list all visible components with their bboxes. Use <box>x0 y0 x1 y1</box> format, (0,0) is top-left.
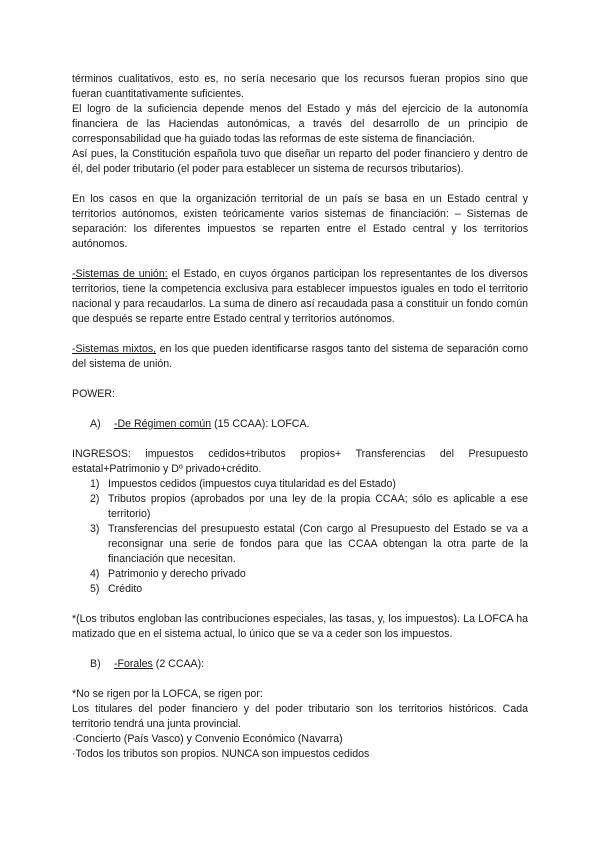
paragraph-3: Así pues, la Constitución española tuvo que diseñar un reparto del poder financiero y dentro de él, del poder tributario (el poder para establecer un sistema de recursos tributarios). <box>72 148 528 175</box>
section-a-label: -De Régimen común <box>114 418 212 430</box>
forales-line-4: ·Todos los tributos son propios. NUNCA son impuestos cedidos <box>72 748 370 760</box>
section-b-label: -Forales <box>114 658 153 670</box>
list-item-marker: 4) <box>90 568 100 580</box>
list-item <box>72 582 528 597</box>
ingresos-paragraph: INGRESOS: impuestos cedidos+tributos propios+ Transferencias del Presupuesto estatal+Patrimonio y Dº privado+crédito. <box>72 448 528 475</box>
section-a-marker: A) <box>90 418 101 430</box>
section-b-marker: B) <box>90 658 101 670</box>
paragraph-2: El logro de la suficiencia depende menos del Estado y más del ejercicio de la autonomía financiera de las Haciendas autonómicas, a través del desarrollo de un principio de corresponsabilidad que ha guiado todas las reformas de este sistema de financiación. <box>72 103 528 145</box>
section-a-heading <box>72 417 528 432</box>
forales-line-2: Los titulares del poder financiero y del poder tributario son los territorios históricos. Cada territorio tendrá una junta provincial. <box>72 703 528 730</box>
forales-line-1: *No se rigen por la LOFCA, se rigen por: <box>72 688 263 700</box>
document-page <box>72 72 528 762</box>
sistemas-union-text: el Estado, en cuyos órganos participan los representantes de los diversos territorios, tiene la competencia exclusiva para establecer impuestos iguales en todo el territorio nacional y para recaudarlos. La suma de dinero así recaudada pasa a constituir un fondo común que después se reparte entre Estado central y territorios autónomos. <box>72 268 528 325</box>
section-a-text: (15 CCAA): LOFCA. <box>211 418 310 430</box>
list-item-marker: 2) <box>90 493 100 505</box>
list-item-text: Patrimonio y derecho privado <box>108 568 246 580</box>
sistemas-union-label: -Sistemas de unión: <box>72 268 168 280</box>
paragraph-1: términos cualitativos, esto es, no sería necesario que los recursos fueran propios sino que fueran cuantitativamente suficientes. <box>72 73 528 100</box>
list-item-text: Transferencias del presupuesto estatal (Con cargo al Presupuesto del Estado se va a reconsignar una serie de fondos para que las CCAA obtengan la otra parte de la financiación que necesitan. <box>108 523 528 565</box>
paragraph-6 <box>72 342 528 372</box>
list-item <box>72 522 528 567</box>
ingresos-list <box>72 477 528 597</box>
section-b-text: (2 CCAA): <box>152 658 205 670</box>
list-item <box>72 477 528 492</box>
list-item-text: Tributos propios (aprobados por una ley de la propia CCAA; sólo es aplicable a ese territorio) <box>108 493 528 520</box>
list-item-marker: 3) <box>90 523 100 535</box>
list-item-marker: 1) <box>90 478 100 490</box>
paragraph-4: En los casos en que la organización territorial de un país se basa en un Estado central y territorios autónomos, existen teóricamente varios sistemas de financiación: – Sistemas de separación: los diferentes impuestos se reparten entre el Estado central y los territorios autónomos. <box>72 193 528 250</box>
sistemas-mixtos-label: -Sistemas mixtos, <box>72 343 157 355</box>
paragraph-5 <box>72 267 528 327</box>
list-item-text: Crédito <box>108 583 143 595</box>
list-item-text: Impuestos cedidos (impuestos cuya titularidad es del Estado) <box>108 478 396 490</box>
forales-line-3: ·Concierto (País Vasco) y Convenio Económico (Navarra) <box>72 733 343 745</box>
sistemas-mixtos-text: en los que pueden identificarse rasgos tanto del sistema de separación como del sistema de unión. <box>72 343 528 370</box>
section-b-heading <box>72 657 528 672</box>
list-item-marker: 5) <box>90 583 100 595</box>
list-item <box>72 567 528 582</box>
list-item <box>72 492 528 522</box>
power-heading: POWER: <box>72 388 115 400</box>
tributos-note: *(Los tributos engloban las contribuciones especiales, las tasas, y, los impuestos). La LOFCA ha matizado que en el sistema actual, lo único que se va a ceder son los impuestos. <box>72 613 528 640</box>
